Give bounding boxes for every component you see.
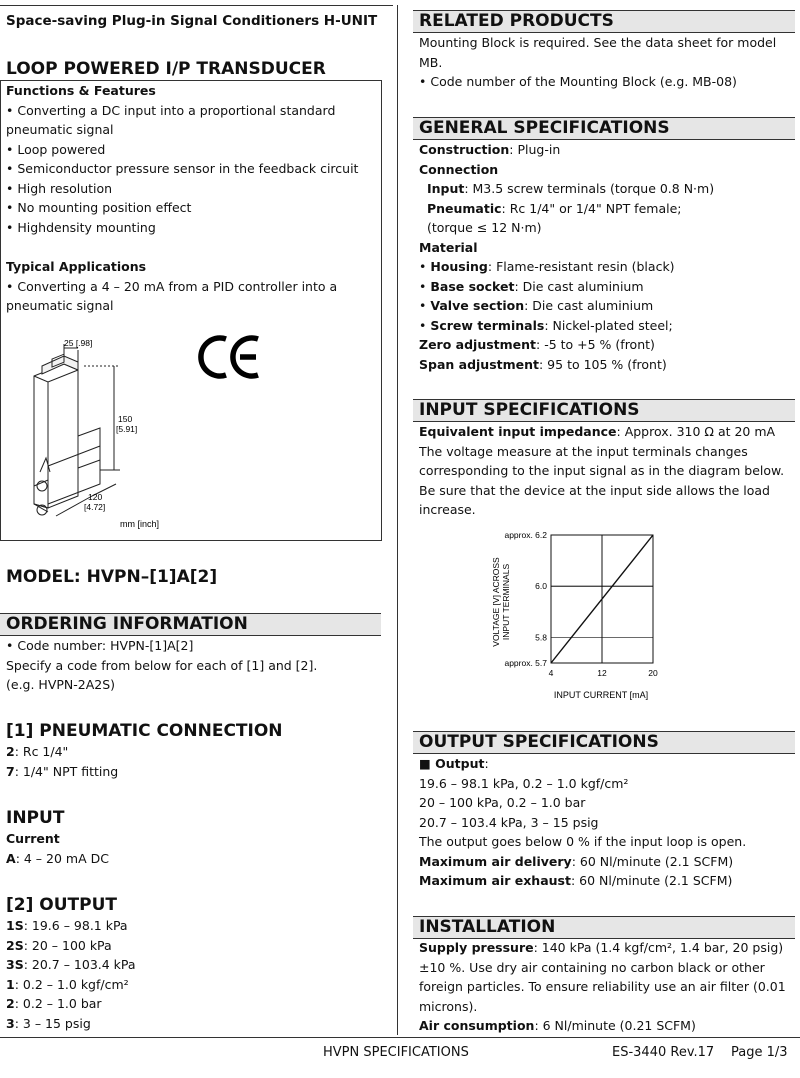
voltage-chart <box>471 522 731 707</box>
output-item <box>6 994 136 1014</box>
air-consumption-label: Air consumption <box>419 1018 535 1033</box>
chart-x-tick-label: 4 <box>548 668 554 678</box>
output-item-code: 1 <box>6 976 15 992</box>
pneumatic-item <box>6 742 118 762</box>
output-item-code: 2S <box>6 937 24 953</box>
feature-item: pneumatic signal <box>6 122 114 137</box>
feature-item: • No mounting position effect <box>6 200 192 215</box>
output-item-text: : 3 – 15 psig <box>14 1015 91 1031</box>
dim-depth-label-a: 120 <box>88 492 103 502</box>
supply-pressure-label: Supply pressure <box>419 940 534 955</box>
general-row-label: Material <box>419 239 478 255</box>
dim-width-label: 25 [.98] <box>64 338 93 348</box>
chart-y-axis-label-2: INPUT TERMINALS <box>501 563 511 641</box>
related-line: • Code number of the Mounting Block (e.g. MB-08) <box>419 74 737 89</box>
general-heading: GENERAL SPECIFICATIONS <box>413 117 795 140</box>
input-section <box>6 829 109 868</box>
output-item-code: 2 <box>6 996 15 1011</box>
output-spec-line: The output goes below 0 % if the input loop is open. <box>419 834 747 849</box>
output-item-text: : 19.6 – 98.1 kPa <box>23 918 128 933</box>
input-spec-heading: INPUT SPECIFICATIONS <box>413 399 795 422</box>
feature-item: • High resolution <box>6 180 113 196</box>
input-item-code: A <box>6 850 16 866</box>
chart-ticks <box>504 530 658 678</box>
output-spec-row-label: Maximum air exhaust <box>419 873 571 888</box>
general-row-label: Span adjustment <box>419 356 539 372</box>
chart-y-tick-label: approx. 6.2 <box>504 530 547 540</box>
application-item: pneumatic signal <box>6 298 114 313</box>
output-spec-row-text: : 60 Nl/minute (2.1 SCFM) <box>570 873 733 888</box>
output-label: ■ Output <box>419 756 485 771</box>
dimension-drawing <box>20 336 200 536</box>
general-row <box>419 355 714 375</box>
output-spec-line: 19.6 – 98.1 kPa, 0.2 – 1.0 kgf/cm² <box>419 775 629 791</box>
output-spec-row-text: : 60 Nl/minute (2.1 SCFM) <box>571 853 734 869</box>
output-item-text: : 20.7 – 103.4 kPa <box>23 957 136 972</box>
chart-y-tick-label: approx. 5.7 <box>504 658 547 668</box>
installation-line: ±10 %. Use dry air containing no carbon black or other <box>419 959 765 975</box>
ordering-line: (e.g. HVPN-2A2S) <box>6 677 116 692</box>
general-row <box>419 140 714 160</box>
ordering-heading: ORDERING INFORMATION <box>0 613 381 636</box>
dim-height-label-b: [5.91] <box>116 424 138 434</box>
footer-page: Page 1/3 <box>731 1045 788 1060</box>
general-row-label: Construction <box>419 142 510 157</box>
pneumatic-list <box>6 742 118 781</box>
output-item <box>6 916 136 936</box>
general-row-text: : Nickel-plated steel; <box>544 317 673 333</box>
general-row <box>419 238 714 258</box>
output-spec-lines <box>419 774 746 852</box>
supply-pressure-value: : 140 kPa (1.4 kgf/cm², 1.4 bar, 20 psig) <box>533 940 784 955</box>
general-row-text: : Die cast aluminium <box>524 298 654 313</box>
functions-list <box>6 101 358 238</box>
footer-title: HVPN SPECIFICATIONS <box>323 1045 469 1060</box>
related-lines <box>419 33 776 92</box>
general-row-label: Base socket <box>430 278 515 294</box>
general-row-label: Valve section <box>430 298 525 313</box>
footer-docno: ES-3440 Rev.17 <box>612 1045 715 1060</box>
general-row <box>419 277 714 297</box>
input-spec-section <box>419 422 784 520</box>
general-row <box>419 218 714 238</box>
ordering-line: • Code number: HVPN-[1]A[2] <box>6 638 194 653</box>
feature-item: • Highdensity mounting <box>6 219 156 235</box>
general-row-prefix: • <box>419 278 431 294</box>
input-spec-line: The voltage measure at the input terminals changes <box>419 443 748 459</box>
output-spec-row <box>419 852 746 872</box>
output-spec-row <box>419 871 746 891</box>
column-divider <box>397 5 398 1035</box>
applications-heading: Typical Applications <box>6 259 147 274</box>
general-row <box>419 179 714 199</box>
output-spec-section <box>419 754 746 891</box>
series-title: Space-saving Plug-in Signal Conditioners H-UNIT <box>6 13 378 29</box>
general-row-text: : Rc 1/4" or 1/4" NPT female; <box>501 200 682 216</box>
pneumatic-item-code: 7 <box>6 763 15 779</box>
general-row <box>419 257 714 277</box>
general-row-text: : M3.5 screw terminals (torque 0.8 N·m) <box>464 181 715 196</box>
applications-list <box>6 277 337 316</box>
application-item: • Converting a 4 – 20 mA from a PID controller into a <box>6 278 338 294</box>
general-row-prefix <box>419 201 427 216</box>
general-row-prefix <box>419 181 427 196</box>
output-spec-heading: OUTPUT SPECIFICATIONS <box>413 731 795 754</box>
product-title: LOOP POWERED I/P TRANSDUCER <box>6 59 326 79</box>
general-row-text: : Die cast aluminium <box>514 278 644 294</box>
pneumatic-item-text: : Rc 1/4" <box>14 744 69 759</box>
output-item <box>6 955 136 975</box>
output-item-code: 1S <box>6 918 24 933</box>
model-title: MODEL: HVPN–[1]A[2] <box>6 567 218 587</box>
installation-line: microns). <box>419 998 478 1014</box>
input-list <box>6 849 109 869</box>
output-colon: : <box>484 756 489 771</box>
related-line: Mounting Block is required. See the data sheet for model <box>419 35 777 50</box>
applications-section <box>6 257 337 316</box>
chart-y-tick-label: 5.8 <box>535 632 547 643</box>
general-row-prefix: • <box>419 259 431 274</box>
output-item <box>6 975 136 995</box>
output-item <box>6 936 136 956</box>
input-spec-line: increase. <box>419 502 476 517</box>
general-row-text: : 95 to 105 % (front) <box>539 356 667 372</box>
feature-item: • Loop powered <box>6 141 106 157</box>
functions-heading: Functions & Features <box>6 83 156 98</box>
general-row-text: : Flame-resistant resin (black) <box>487 259 675 274</box>
output-spec-rows <box>419 852 746 891</box>
output-list <box>6 916 136 1033</box>
functions-section <box>6 81 358 237</box>
ordering-line: Specify a code from below for each of [1] and [2]. <box>6 657 318 673</box>
installation-heading: INSTALLATION <box>413 916 795 939</box>
pneumatic-heading: [1] PNEUMATIC CONNECTION <box>6 721 283 741</box>
output-item-code: 3 <box>6 1015 15 1031</box>
input-spec-lines <box>419 442 784 520</box>
ordering-lines <box>6 636 317 695</box>
output-spec-row-label: Maximum air delivery <box>419 853 572 869</box>
general-row-text: : -5 to +5 % (front) <box>536 337 655 352</box>
feature-item: • Semiconductor pressure sensor in the feedback circuit <box>6 161 359 176</box>
general-row <box>419 160 714 180</box>
chart-x-tick-label: 12 <box>597 668 607 678</box>
unit-label: mm [inch] <box>120 519 160 529</box>
general-row-label: Screw terminals <box>430 317 545 333</box>
input-spec-line: corresponding to the input signal as in the diagram below. <box>419 463 785 478</box>
general-row-prefix: • <box>419 317 431 333</box>
output-spec-line: 20.7 – 103.4 kPa, 3 – 15 psig <box>419 814 599 830</box>
pneumatic-item-code: 2 <box>6 744 15 759</box>
pneumatic-item <box>6 762 118 782</box>
general-row-label: Connection <box>419 161 499 177</box>
input-sub: Current <box>6 831 60 846</box>
chart-x-tick-label: 20 <box>648 668 658 678</box>
feature-item: • Converting a DC input into a proportional standard <box>6 102 336 118</box>
output-item-code: 3S <box>6 957 24 972</box>
installation-line: foreign particles. To ensure reliability use an air filter (0.01 <box>419 979 786 994</box>
related-heading: RELATED PRODUCTS <box>413 10 795 33</box>
input-impedance-label: Equivalent input impedance <box>419 424 617 439</box>
general-row-label: Housing <box>430 259 488 274</box>
general-row-prefix: • <box>419 298 431 313</box>
input-impedance-value: : Approx. 310 Ω at 20 mA <box>616 424 776 439</box>
input-spec-line: Be sure that the device at the input side allows the load <box>419 482 770 498</box>
output-spec-line: 20 – 100 kPa, 0.2 – 1.0 bar <box>419 795 586 810</box>
installation-lines <box>419 958 786 1017</box>
footer-rule <box>0 1037 800 1038</box>
output-item-text: : 0.2 – 1.0 bar <box>14 996 102 1011</box>
chart-x-axis-label: INPUT CURRENT [mA] <box>553 690 649 700</box>
general-row-text: (torque ≤ 12 N·m) <box>419 220 542 235</box>
input-item-text: : 4 – 20 mA DC <box>15 850 109 866</box>
output-item <box>6 1014 136 1034</box>
dim-height-label-a: 150 <box>118 414 133 424</box>
output-item-text: : 20 – 100 kPa <box>23 937 112 953</box>
general-row <box>419 296 714 316</box>
installation-section <box>419 938 786 1036</box>
top-rule <box>0 5 393 6</box>
pneumatic-item-text: : 1/4" NPT fitting <box>14 763 119 779</box>
general-row <box>419 316 714 336</box>
output-heading: [2] OUTPUT <box>6 895 117 915</box>
general-row-label: Zero adjustment <box>419 337 537 352</box>
ce-mark-icon <box>196 333 264 381</box>
general-row <box>419 335 714 355</box>
air-consumption-value: : 6 Nl/minute (0.21 SCFM) <box>534 1018 696 1033</box>
dim-depth-label-b: [4.72] <box>84 502 106 512</box>
chart-y-axis-label-1: VOLTAGE [V] ACROSS <box>491 557 501 647</box>
general-rows <box>419 140 714 374</box>
general-row <box>419 199 714 219</box>
general-row-label: Pneumatic <box>426 200 502 216</box>
related-line: MB. <box>419 54 443 70</box>
input-item <box>6 849 109 869</box>
output-item-text: : 0.2 – 1.0 kgf/cm² <box>14 976 129 992</box>
chart-y-tick-label: 6.0 <box>535 581 547 592</box>
input-heading: INPUT <box>6 808 65 828</box>
general-row-text: : Plug-in <box>509 142 561 157</box>
general-row-label: Input <box>426 181 465 196</box>
